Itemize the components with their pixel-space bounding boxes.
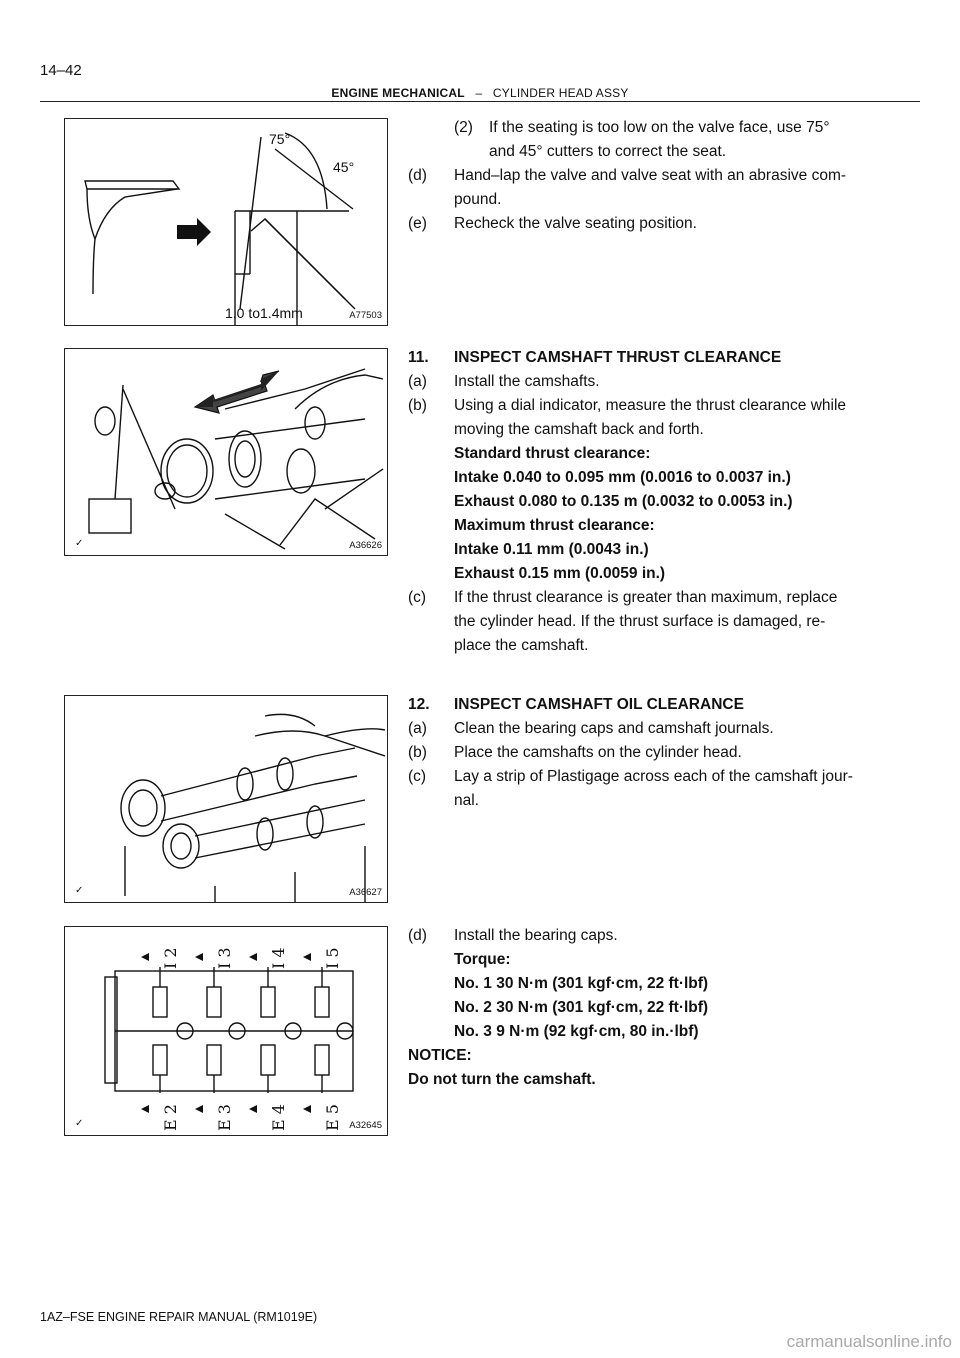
item-label: (e) xyxy=(408,215,427,232)
item-label: (d) xyxy=(408,167,427,184)
item-label: (2) xyxy=(454,119,473,136)
cap-label-i2: I 2 xyxy=(161,947,180,969)
item-text: No. 2 30 N·m (301 kgf·cm, 22 ft·lbf) xyxy=(454,999,709,1016)
page-footer: 1AZ–FSE ENGINE REPAIR MANUAL (RM1019E) xyxy=(40,1310,318,1324)
cap-label-e5: E 5 xyxy=(323,1104,342,1131)
figure-code: A32645 xyxy=(349,1120,382,1131)
figure-code: A36626 xyxy=(349,540,382,551)
cap-label-i3: I 3 xyxy=(215,947,234,969)
cap-label-e3: E 3 xyxy=(215,1104,234,1131)
item-label: (a) xyxy=(408,373,427,390)
figure-oil-clearance xyxy=(64,695,388,903)
item-text: No. 3 9 N·m (92 kgf·cm, 80 in.·lbf) xyxy=(454,1023,699,1040)
item-text: Torque: xyxy=(454,951,511,968)
item-text: pound. xyxy=(454,191,502,208)
running-header xyxy=(0,86,960,100)
item-text: Exhaust 0.080 to 0.135 m (0.0032 to 0.0053 in.) xyxy=(454,493,793,510)
figure-valve-seat xyxy=(64,118,388,326)
header-separator: – xyxy=(475,86,483,100)
figure-mark: ✓ xyxy=(75,885,84,896)
item-text: place the camshaft. xyxy=(454,637,589,654)
cap-label-e2: E 2 xyxy=(161,1104,180,1131)
figure-thrust-clearance xyxy=(64,348,388,556)
item-text: If the seating is too low on the valve face, use 75° xyxy=(489,119,830,136)
item-text: No. 1 30 N·m (301 kgf·cm, 22 ft·lbf) xyxy=(454,975,709,992)
item-text: and 45° cutters to correct the seat. xyxy=(489,143,727,160)
item-label: (a) xyxy=(408,720,427,737)
item-text: Install the bearing caps. xyxy=(454,927,618,944)
item-label: (d) xyxy=(408,927,427,944)
figure-mark: ✓ xyxy=(75,1118,84,1129)
angle-45-label: 45° xyxy=(333,159,355,175)
item-label: (b) xyxy=(408,397,427,414)
item-text: moving the camshaft back and forth. xyxy=(454,421,704,438)
item-label: 11. xyxy=(408,349,429,366)
cap-label-i4: I 4 xyxy=(269,947,288,969)
seat-width-label: 1.0 to1.4mm xyxy=(225,305,303,321)
header-section: ENGINE MECHANICAL xyxy=(331,86,465,100)
angle-75-label: 75° xyxy=(269,131,291,147)
item-text: INSPECT CAMSHAFT THRUST CLEARANCE xyxy=(454,349,782,366)
item-text: Exhaust 0.15 mm (0.0059 in.) xyxy=(454,565,666,582)
watermark: carmanualsonline.info xyxy=(786,1332,952,1351)
item-text: Hand–lap the valve and valve seat with an abrasive com- xyxy=(454,167,847,184)
item-text: INSPECT CAMSHAFT OIL CLEARANCE xyxy=(454,696,744,713)
item-label: (b) xyxy=(408,744,427,761)
figure-bearing-caps xyxy=(64,926,388,1136)
item-text: Intake 0.11 mm (0.0043 in.) xyxy=(454,541,649,558)
figure-mark: ✓ xyxy=(75,538,84,549)
header-subsection: CYLINDER HEAD ASSY xyxy=(492,86,629,100)
item-label: Do not turn the camshaft. xyxy=(408,1071,596,1088)
item-text: Maximum thrust clearance: xyxy=(454,517,655,534)
cap-label-e4: E 4 xyxy=(269,1104,288,1131)
cap-label-i5: I 5 xyxy=(323,947,342,969)
item-text: Lay a strip of Plastigage across each of the camshaft jour- xyxy=(454,768,853,785)
item-label: (c) xyxy=(408,768,427,785)
figure-code: A36627 xyxy=(349,887,382,898)
item-text: Clean the bearing caps and camshaft journals. xyxy=(454,720,774,737)
item-text: Using a dial indicator, measure the thrust clearance while xyxy=(454,397,847,414)
header-rule xyxy=(40,101,920,102)
page-number: 14–42 xyxy=(40,62,82,79)
item-text: Place the camshafts on the cylinder head. xyxy=(454,744,742,761)
item-text: Standard thrust clearance: xyxy=(454,445,651,462)
item-label: 12. xyxy=(408,696,430,713)
item-text: Install the camshafts. xyxy=(454,373,600,390)
item-text: If the thrust clearance is greater than maximum, replace xyxy=(454,589,838,606)
valve-seat-illustration xyxy=(65,119,388,326)
direction-arrow xyxy=(177,218,211,246)
item-text: Recheck the valve seating position. xyxy=(454,215,697,232)
dial-indicator-illustration xyxy=(65,349,388,556)
figure-code: A77503 xyxy=(349,310,382,321)
item-text: the cylinder head. If the thrust surface is damaged, re- xyxy=(454,613,826,630)
item-label: (c) xyxy=(408,589,427,606)
item-text: nal. xyxy=(454,792,479,809)
item-text: Intake 0.040 to 0.095 mm (0.0016 to 0.0037 in.) xyxy=(454,469,791,486)
camshaft-illustration xyxy=(65,696,388,903)
item-label: NOTICE: xyxy=(408,1047,472,1064)
